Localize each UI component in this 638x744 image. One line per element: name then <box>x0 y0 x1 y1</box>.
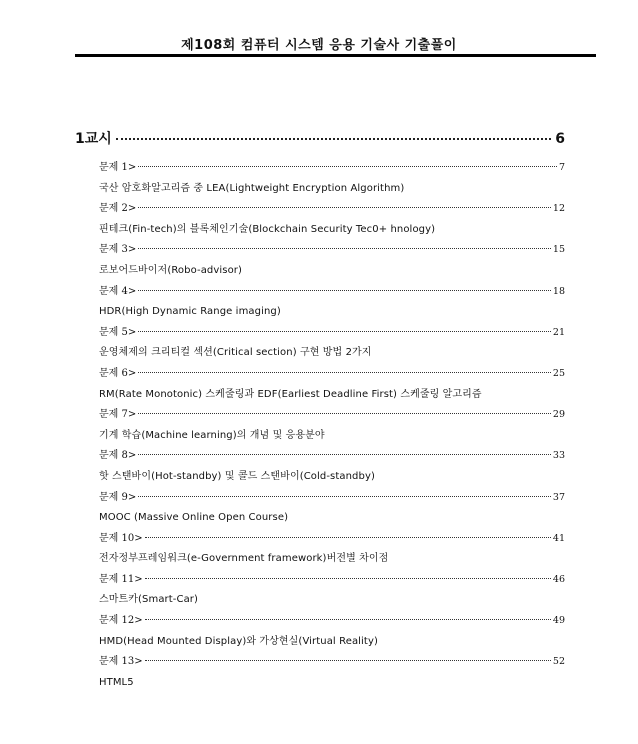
toc-entry-page: 46 <box>552 573 565 585</box>
toc-topic: HDR(High Dynamic Range imaging) <box>99 306 281 318</box>
toc-entry-label: 문제 10> <box>99 532 143 544</box>
toc-item <box>99 488 565 529</box>
toc-entry-page: 37 <box>552 491 565 503</box>
toc-entry-page: 49 <box>552 615 565 627</box>
toc-dot-leader <box>138 290 551 291</box>
toc-entry-page: 33 <box>552 450 565 462</box>
toc-entry-link[interactable] <box>99 446 565 467</box>
toc-entry-link[interactable] <box>99 158 565 179</box>
toc-chapter-page: 6 <box>555 131 565 147</box>
toc-item <box>99 199 565 240</box>
toc-entry-label: 문제 4> <box>99 285 137 297</box>
toc-chapter-entry[interactable] <box>75 128 565 148</box>
toc-dot-leader <box>138 331 551 332</box>
toc-topic: 스마트카(Smart-Car) <box>99 594 199 606</box>
toc-topic: 국산 암호화알고리즘 중 LEA(Lightweight Encryption Algorithm) <box>99 182 405 194</box>
toc-topic: HMD(Head Mounted Display)와 가상현실(Virtual Reality) <box>99 635 378 647</box>
toc-item <box>99 364 565 405</box>
toc-entry-link[interactable] <box>99 323 565 344</box>
toc-entry-page: 41 <box>552 532 565 544</box>
toc-item <box>99 570 565 611</box>
toc-dot-leader <box>138 496 551 497</box>
toc-entry-label: 문제 7> <box>99 409 137 421</box>
toc-item <box>99 323 565 364</box>
toc-entry-link[interactable] <box>99 405 565 426</box>
toc-entry-label: 문제 3> <box>99 244 137 256</box>
toc-topic: 전자정부프레임워크(e-Government framework)버전별 차이점 <box>99 553 389 565</box>
toc-item <box>99 446 565 487</box>
toc-dot-leader <box>145 660 551 661</box>
toc-topic: 운영체제의 크리티컬 섹션(Critical section) 구현 방법 2가지 <box>99 347 372 359</box>
toc-entry-link[interactable] <box>99 240 565 261</box>
toc-topic: MOOC (Massive Online Open Course) <box>99 512 289 524</box>
toc-entry-label: 문제 6> <box>99 367 137 379</box>
toc-dot-leader <box>145 578 551 579</box>
toc-dot-leader <box>138 207 551 208</box>
toc-topic: 핀테크(Fin-tech)의 블록체인기술(Blockchain Security Tec0+ hnology) <box>99 223 436 235</box>
toc-item <box>99 652 565 693</box>
toc-entry-link[interactable] <box>99 611 565 632</box>
toc-entry-page: 25 <box>552 367 565 379</box>
toc-entry-link[interactable] <box>99 529 565 550</box>
toc-item <box>99 529 565 570</box>
toc-entry-label: 문제 12> <box>99 615 143 627</box>
toc-topic: 핫 스탠바이(Hot-standby) 및 콜드 스탠바이(Cold-standby) <box>99 470 375 482</box>
toc-entry-page: 18 <box>552 285 565 297</box>
toc-entry-link[interactable] <box>99 282 565 303</box>
toc-item <box>99 282 565 323</box>
toc-list <box>99 158 565 693</box>
toc-entry-link[interactable] <box>99 652 565 673</box>
toc-entry-link[interactable] <box>99 199 565 220</box>
toc-entry-label: 문제 8> <box>99 450 137 462</box>
toc-item <box>99 240 565 281</box>
toc-entry-label: 문제 5> <box>99 326 137 338</box>
toc-dot-leader <box>145 619 551 620</box>
toc-entry-label: 문제 1> <box>99 162 137 173</box>
toc-chapter-label: 1교시 <box>75 131 112 147</box>
toc-entry-link[interactable] <box>99 570 565 591</box>
toc-dot-leader <box>138 454 551 455</box>
header-rule <box>75 54 596 57</box>
toc-entry-page: 29 <box>552 409 565 421</box>
toc-entry-link[interactable] <box>99 488 565 509</box>
toc-dot-leader <box>145 537 551 538</box>
toc-item <box>99 611 565 652</box>
toc-entry-page: 21 <box>552 326 565 338</box>
toc-dot-leader <box>138 248 551 249</box>
toc-entry-page: 12 <box>552 203 565 215</box>
toc-entry-label: 문제 13> <box>99 656 143 668</box>
toc-entry-label: 문제 11> <box>99 573 143 585</box>
toc-entry-link[interactable] <box>99 364 565 385</box>
page-header-title: 제108회 컴퓨터 시스템 응용 기술사 기출풀이 <box>181 38 457 53</box>
toc-dot-leader <box>138 166 557 167</box>
toc-topic: RM(Rate Monotonic) 스케줄링과 EDF(Earliest Deadline First) 스케줄링 알고리즘 <box>99 388 482 400</box>
toc-topic: 로보어드바이저(Robo-advisor) <box>99 264 243 276</box>
toc-item <box>99 405 565 446</box>
toc-entry-label: 문제 2> <box>99 203 137 215</box>
toc-dot-leader <box>138 372 551 373</box>
toc-entry-page: 52 <box>552 656 565 668</box>
toc-entry-label: 문제 9> <box>99 491 137 503</box>
toc-entry-page: 15 <box>552 244 565 256</box>
toc-dot-leader <box>116 138 551 140</box>
toc-item <box>99 158 565 199</box>
toc-entry-page: 7 <box>558 162 565 173</box>
toc-dot-leader <box>138 413 551 414</box>
toc-topic: 기계 학습(Machine learning)의 개념 및 응용분야 <box>99 429 325 441</box>
toc-topic: HTML5 <box>99 676 134 688</box>
